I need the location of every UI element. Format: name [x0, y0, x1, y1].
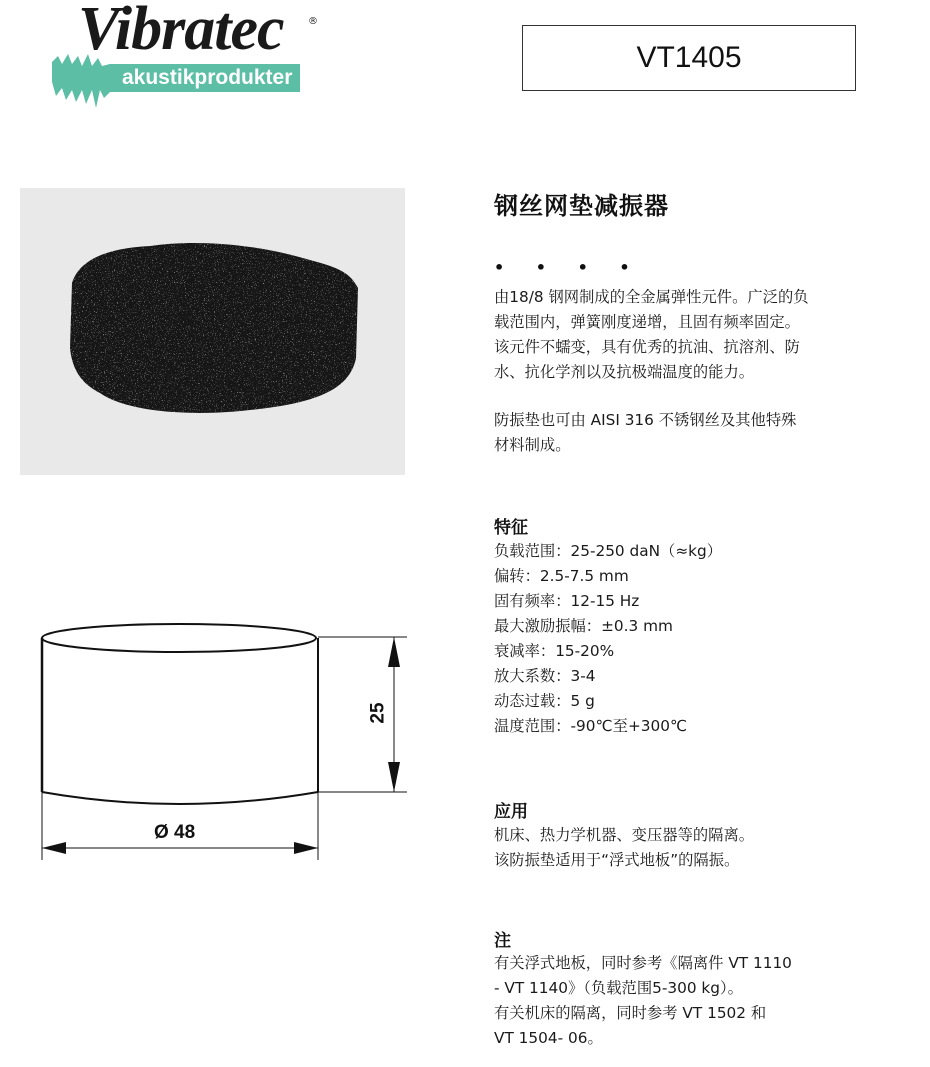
- feature-item: 负载范围：25-250 daN（≈kg）: [494, 542, 723, 560]
- description-line: 水、抗化学剂以及抗极端温度的能力。: [494, 363, 755, 381]
- feature-item: 固有频率：12-15 Hz: [494, 592, 640, 610]
- bullet-dots: • • • •: [494, 258, 643, 277]
- wire-mesh-image: [20, 188, 405, 475]
- description-line: 载范围内，弹簧刚度递增，且固有频率固定。: [494, 313, 800, 331]
- feature-item: 偏转：2.5-7.5 mm: [494, 567, 629, 585]
- application-heading: 应用: [494, 802, 528, 822]
- application-line: 机床、热力学机器、变压器等的隔离。: [494, 826, 755, 844]
- features-heading: 特征: [494, 518, 528, 538]
- note-line: 有关浮式地板，同时参考《隔离件 VT 1110: [494, 954, 792, 972]
- registered-mark: ®: [308, 16, 318, 27]
- height-dimension-label: 25: [367, 702, 389, 724]
- feature-item: 放大系数：3-4: [494, 667, 596, 685]
- model-number: VT1405: [636, 41, 742, 74]
- product-title: 钢丝网垫减振器: [494, 192, 669, 220]
- feature-item: 动态过载：5 g: [494, 692, 595, 710]
- note-text: [494, 951, 894, 1051]
- application-line: 该防振垫适用于“浮式地板”的隔振。: [494, 851, 740, 869]
- description-line: 该元件不蠕变，具有优秀的抗油、抗溶剂、防: [494, 338, 800, 356]
- description-paragraph: [494, 285, 894, 385]
- feature-item: 温度范围：-90℃至+300℃: [494, 717, 688, 735]
- note-line: 有关机床的隔离，同时参考 VT 1502 和: [494, 1004, 767, 1022]
- material-line: 防振垫也可由 AISI 316 不锈钢丝及其他特殊: [494, 411, 797, 429]
- feature-item: 最大激励振幅：±0.3 mm: [494, 617, 673, 635]
- material-line: 材料制成。: [494, 436, 571, 454]
- note-heading: 注: [494, 931, 511, 951]
- application-text: [494, 823, 894, 873]
- dimension-drawing: [30, 610, 430, 880]
- features-list: [494, 539, 894, 739]
- feature-item: 衰减率：15-20%: [494, 642, 615, 660]
- product-photo: [20, 188, 405, 475]
- diameter-dimension-label: Ø 48: [154, 822, 196, 843]
- logo-brand: Vibratec: [78, 0, 284, 63]
- note-line: VT 1504- 06。: [494, 1029, 603, 1047]
- description-line: 由18/8 钢网制成的全金属弹性元件。广泛的负: [494, 288, 809, 306]
- logo-tagline: akustikprodukter: [122, 66, 293, 89]
- note-line: - VT 1140》（负载范围5-300 kg）。: [494, 979, 743, 997]
- model-number-box: [522, 25, 856, 91]
- vibratec-logo: [50, 0, 330, 110]
- material-paragraph: [494, 408, 894, 458]
